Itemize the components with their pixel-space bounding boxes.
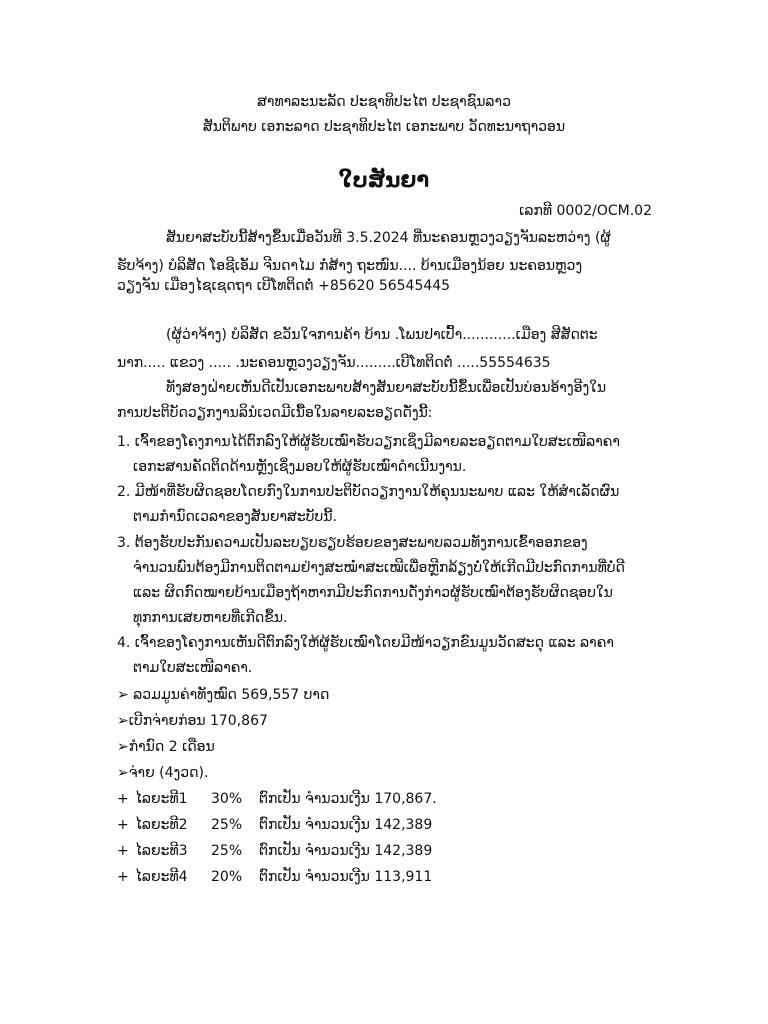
- paragraph-line: ຮັບຈ້າງ) ບໍລິສັດ ໂອຊີເອັມ ຈີນດາໄມ ກໍ່ສ້າງ ຖະໜົນ.... ບ້ານເມືອງນ້ອຍ ນະຄອນຫຼວງ: [117, 258, 583, 274]
- payment-amount: ຕົກເປັນ ຈຳນວນເງີນ 113,911: [259, 869, 433, 885]
- payment-amount: ຕົກເປັນ ຈຳນວນເງີນ 142,389: [259, 843, 433, 859]
- payment-label: ໄລຍະທີ4: [135, 869, 188, 885]
- list-item: 2. ມີໜ້າທີ່ຮັບຜິດຊອບໂດຍກົງໃນການປະຕິບັດວຽກງານໃຫ້ຄຸນນະພາບ ແລະ ໃຫ້ສຳເລັດຜົນ: [117, 484, 620, 500]
- payment-row: [117, 841, 432, 861]
- payment-label: ໄລຍະທີ2: [135, 817, 188, 833]
- plus-sign: +: [117, 843, 129, 859]
- list-item-cont: ຕາມໃບສະເໜີລາຄາ.: [133, 660, 253, 676]
- paragraph-line: ສັນຍາສະບັບນີ້ສ້າງຂຶ້ນເມື່ອວັນທີ 3.5.2024 ທີ່ນະຄອນຫຼວງວຽງຈັນລະຫວ່າງ (ຜູ້: [166, 230, 611, 246]
- payment-row: [117, 815, 432, 835]
- payment-percent: 25%: [211, 817, 243, 833]
- national-motto-line1: ສາທາລະນະລັດ ປະຊາທິປະໄຕ ປະຊາຊົນລາວ: [257, 94, 511, 110]
- payment-percent: 25%: [211, 843, 243, 859]
- list-item-cont: ເອກະສານຄັດຕິດດ້ານຫຼັງເຊິ່ງມອບໃຫ້ຜູ້ຮັບເໝົາດຳເນີນງານ.: [133, 459, 467, 475]
- paragraph-line: ການປະຕິບັດວຽກງານລິນໍເວດມີເນື້ອໃນລາຍລະອຽດດັ່ງນີ້:: [117, 405, 433, 421]
- bullet-total: ➢ ລວມມູນຄ່າທັງໝົດ 569,557 ບາດ: [117, 687, 330, 703]
- plus-sign: +: [117, 869, 129, 885]
- list-item-cont: ຈຳນວນພົນຕ້ອງມີການຕິດຕາມຢ່າງສະໝໍ່າສະເໝີເພື່ອຫຼີກລ້ຽງບໍ່ໃຫ້ເກີດມີປະກົດການທີ່ບໍ່ດີ: [133, 560, 625, 576]
- payment-label: ໄລຍະທີ1: [135, 791, 188, 807]
- national-motto-line2: ສັນຕິພາບ ເອກະລາດ ປະຊາທິປະໄຕ ເອກະພາບ ວັດທະນາຖາວອນ: [202, 119, 566, 135]
- reference-number: ເລກທີ 0002/OCM.02: [519, 203, 652, 219]
- payment-row: [117, 867, 432, 887]
- bullet-duration: ➢ກຳນົດ 2 ເດືອນ: [117, 739, 215, 755]
- bullet-advance: ➢ເບີກຈ່າຍກ່ອນ 170,867: [117, 713, 268, 729]
- list-item: 3. ຕ້ອງຮັບປະກັນຄວາມເປັນລະບຽບຮຽບຮ້ອຍຂອງສະພາບລວມທັງການເຂົ້າອອກຂອງ: [117, 535, 588, 551]
- list-item: 1. ເຈົ້າຂອງໂຄງການໄດ້ຕົກລົງໃຫ້ຜູ້ຮັບເໝົາຮັບວຽກເຊິ່ງມີລາຍລະອຽດຕາມໃບສະເໜີລາຄາ: [117, 434, 620, 450]
- payment-amount: ຕົກເປັນ ຈຳນວນເງີນ 142,389: [259, 817, 433, 833]
- paragraph-line: ນາກ..... ແຂວງ ..... .ນະຄອນຫຼວງວຽງຈັນ.........ເບີໂທຕິດຕໍ່ .....55554635: [117, 355, 551, 371]
- payment-percent: 20%: [211, 869, 243, 885]
- paragraph-line: ວຽງຈັນ ເມືອງໄຊເຊດຖາ ເບີໂທຕິດຕໍ່ +85620 56545445: [117, 278, 451, 294]
- list-item: 4. ເຈົ້າຂອງໂຄງການເຫັນດີຕົກລົງໃຫ້ຜູ້ຮັບເໝົາໂດຍມີໜ້າວຽກຂົນມູນວັດສະດຸ ແລະ ລາຄາ: [117, 635, 614, 651]
- list-item-cont: ແລະ ຜິດກົດໝາຍບ້ານເມືອງຖ້າຫາກມີປະກົດການດັ່ງກ່າວຜູ້ຮັບເໝົາຕ້ອງຮັບຜິດຊອບໃນ: [133, 585, 613, 601]
- document-title: ໃບສັນຍາ: [338, 168, 430, 192]
- list-item-cont: ຕາມກຳນົດເວລາຂອງສັນຍາສະບັບນີ້.: [133, 509, 337, 525]
- payment-row: [117, 789, 437, 809]
- list-item-cont: ທຸກການເສຍຫາຍທີ່ເກີດຂຶ້ນ.: [133, 610, 288, 626]
- paragraph-line: (ຜູ້ວ່າຈ້າງ) ບໍລິສັດ ຂວັນໃຈການຄ້າ ບ້ານ .ໂພນປາເປົ້າ............ເມືອງ ສີສັດຕະ: [166, 327, 598, 343]
- payment-amount: ຕົກເປັນ ຈຳນວນເງີນ 170,867.: [259, 791, 437, 807]
- plus-sign: +: [117, 817, 129, 833]
- bullet-installments: ➢ຈ່າຍ (4ງວດ).: [117, 765, 209, 781]
- plus-sign: +: [117, 791, 129, 807]
- paragraph-line: ທັງສອງຝ່າຍເຫັນດີເປັນເອກະພາບສ້າງສັນຍາສະບັບນີ້ຂຶ້ນເພື່ອເປັນບ່ອນອ້າງອີງໃນ: [166, 380, 607, 396]
- payment-percent: 30%: [211, 791, 243, 807]
- payment-label: ໄລຍະທີ3: [135, 843, 188, 859]
